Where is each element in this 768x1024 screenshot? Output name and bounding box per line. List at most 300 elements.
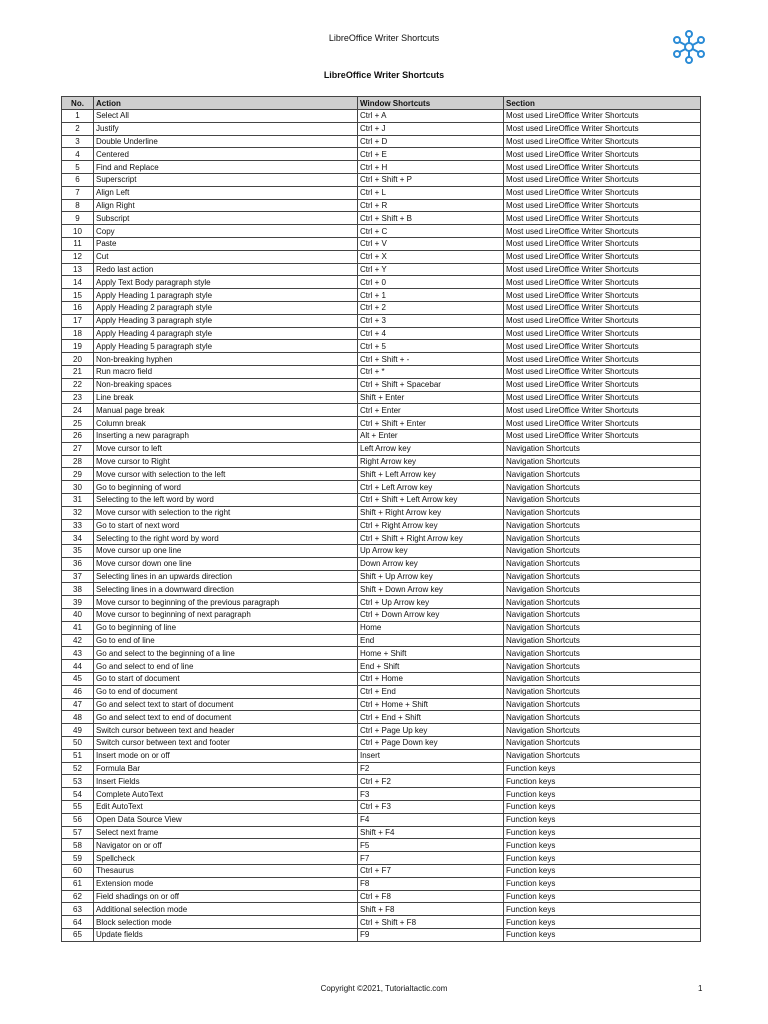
cell-section: Navigation Shortcuts (504, 737, 701, 750)
cell-action: Block selection mode (94, 916, 358, 929)
cell-no: 32 (62, 506, 94, 519)
cell-no: 62 (62, 890, 94, 903)
cell-no: 58 (62, 839, 94, 852)
cell-section: Navigation Shortcuts (504, 724, 701, 737)
cell-action: Align Left (94, 186, 358, 199)
cell-section: Most used LireOffice Writer Shortcuts (504, 289, 701, 302)
table-row (62, 250, 701, 263)
cell-section: Navigation Shortcuts (504, 660, 701, 673)
cell-shortcut: Ctrl + Right Arrow key (358, 519, 504, 532)
cell-shortcut: Ctrl + Home + Shift (358, 698, 504, 711)
cell-shortcut: Ctrl + Enter (358, 404, 504, 417)
cell-no: 45 (62, 673, 94, 686)
cell-action: Field shadings on or off (94, 890, 358, 903)
cell-section: Most used LireOffice Writer Shortcuts (504, 186, 701, 199)
cell-section: Function keys (504, 775, 701, 788)
cell-shortcut: F8 (358, 877, 504, 890)
cell-no: 19 (62, 340, 94, 353)
cell-action: Apply Heading 1 paragraph style (94, 289, 358, 302)
cell-no: 43 (62, 647, 94, 660)
cell-shortcut: Ctrl + 3 (358, 314, 504, 327)
cell-action: Find and Replace (94, 161, 358, 174)
table-row (62, 481, 701, 494)
cell-action: Copy (94, 225, 358, 238)
cell-shortcut: Ctrl + F2 (358, 775, 504, 788)
cell-no: 26 (62, 429, 94, 442)
cell-shortcut: Ctrl + Page Up key (358, 724, 504, 737)
cell-section: Navigation Shortcuts (504, 442, 701, 455)
table-row (62, 519, 701, 532)
cell-no: 15 (62, 289, 94, 302)
cell-shortcut: Ctrl + Shift + B (358, 212, 504, 225)
cell-section: Navigation Shortcuts (504, 557, 701, 570)
table-row (62, 161, 701, 174)
table-row (62, 442, 701, 455)
cell-no: 21 (62, 365, 94, 378)
page-header-title: LibreOffice Writer Shortcuts (328, 33, 440, 43)
cell-action: Go to end of document (94, 685, 358, 698)
cell-no: 37 (62, 570, 94, 583)
cell-section: Navigation Shortcuts (504, 545, 701, 558)
cell-action: Select next frame (94, 826, 358, 839)
cell-action: Go and select text to end of document (94, 711, 358, 724)
cell-no: 5 (62, 161, 94, 174)
table-row (62, 353, 701, 366)
cell-no: 3 (62, 135, 94, 148)
table-row (62, 788, 701, 801)
cell-section: Navigation Shortcuts (504, 711, 701, 724)
cell-no: 63 (62, 903, 94, 916)
table-row (62, 647, 701, 660)
cell-section: Most used LireOffice Writer Shortcuts (504, 250, 701, 263)
cell-no: 1 (62, 110, 94, 123)
cell-no: 61 (62, 877, 94, 890)
cell-no: 13 (62, 263, 94, 276)
cell-no: 27 (62, 442, 94, 455)
cell-section: Navigation Shortcuts (504, 583, 701, 596)
table-row (62, 673, 701, 686)
cell-no: 36 (62, 557, 94, 570)
table-row (62, 237, 701, 250)
cell-action: Justify (94, 122, 358, 135)
cell-no: 8 (62, 199, 94, 212)
cell-action: Move cursor with selection to the left (94, 468, 358, 481)
cell-action: Move cursor to beginning of the previous paragraph (94, 596, 358, 609)
cell-action: Inserting a new paragraph (94, 429, 358, 442)
cell-shortcut: Ctrl + Shift + - (358, 353, 504, 366)
cell-section: Navigation Shortcuts (504, 455, 701, 468)
cell-shortcut: Ctrl + Y (358, 263, 504, 276)
cell-section: Navigation Shortcuts (504, 609, 701, 622)
cell-section: Most used LireOffice Writer Shortcuts (504, 404, 701, 417)
table-row (62, 301, 701, 314)
cell-no: 48 (62, 711, 94, 724)
cell-shortcut: Insert (358, 749, 504, 762)
table-row (62, 839, 701, 852)
cell-shortcut: Shift + F8 (358, 903, 504, 916)
cell-section: Most used LireOffice Writer Shortcuts (504, 365, 701, 378)
cell-shortcut: Ctrl + 0 (358, 276, 504, 289)
cell-shortcut: Ctrl + C (358, 225, 504, 238)
cell-shortcut: Down Arrow key (358, 557, 504, 570)
cell-action: Apply Heading 3 paragraph style (94, 314, 358, 327)
cell-section: Navigation Shortcuts (504, 647, 701, 660)
table-row (62, 289, 701, 302)
cell-no: 34 (62, 532, 94, 545)
table-row (62, 506, 701, 519)
cell-shortcut: Shift + Down Arrow key (358, 583, 504, 596)
table-row (62, 583, 701, 596)
table-row (62, 775, 701, 788)
cell-action: Open Data Source View (94, 813, 358, 826)
cell-no: 56 (62, 813, 94, 826)
table-row (62, 545, 701, 558)
cell-action: Go to beginning of line (94, 621, 358, 634)
table-row (62, 570, 701, 583)
cell-section: Function keys (504, 865, 701, 878)
table-row (62, 929, 701, 942)
cell-no: 41 (62, 621, 94, 634)
cell-no: 7 (62, 186, 94, 199)
cell-shortcut: Ctrl + J (358, 122, 504, 135)
table-row (62, 852, 701, 865)
cell-action: Align Right (94, 199, 358, 212)
cell-no: 29 (62, 468, 94, 481)
cell-section: Function keys (504, 929, 701, 942)
cell-section: Most used LireOffice Writer Shortcuts (504, 417, 701, 430)
cell-shortcut: F5 (358, 839, 504, 852)
cell-section: Navigation Shortcuts (504, 570, 701, 583)
cell-section: Navigation Shortcuts (504, 481, 701, 494)
table-row (62, 455, 701, 468)
table-row (62, 365, 701, 378)
cell-no: 57 (62, 826, 94, 839)
cell-section: Most used LireOffice Writer Shortcuts (504, 110, 701, 123)
cell-action: Manual page break (94, 404, 358, 417)
cell-action: Go to beginning of word (94, 481, 358, 494)
cell-no: 24 (62, 404, 94, 417)
table-row (62, 762, 701, 775)
table-row (62, 711, 701, 724)
cell-shortcut: Shift + Left Arrow key (358, 468, 504, 481)
cell-no: 59 (62, 852, 94, 865)
table-header-row (62, 97, 701, 110)
table-row (62, 173, 701, 186)
cell-section: Navigation Shortcuts (504, 506, 701, 519)
cell-no: 44 (62, 660, 94, 673)
cell-action: Apply Heading 2 paragraph style (94, 301, 358, 314)
cell-action: Go to start of next word (94, 519, 358, 532)
cell-action: Move cursor to left (94, 442, 358, 455)
cell-section: Most used LireOffice Writer Shortcuts (504, 391, 701, 404)
cell-no: 39 (62, 596, 94, 609)
cell-section: Navigation Shortcuts (504, 698, 701, 711)
cell-action: Redo last action (94, 263, 358, 276)
cell-shortcut: Ctrl + Shift + P (358, 173, 504, 186)
cell-section: Function keys (504, 813, 701, 826)
cell-section: Navigation Shortcuts (504, 493, 701, 506)
cell-no: 28 (62, 455, 94, 468)
cell-shortcut: Ctrl + F3 (358, 801, 504, 814)
table-row (62, 634, 701, 647)
cell-no: 6 (62, 173, 94, 186)
cell-section: Most used LireOffice Writer Shortcuts (504, 314, 701, 327)
cell-no: 65 (62, 929, 94, 942)
cell-no: 14 (62, 276, 94, 289)
table-row (62, 135, 701, 148)
table-row (62, 122, 701, 135)
cell-action: Selecting lines in a downward direction (94, 583, 358, 596)
table-row (62, 724, 701, 737)
cell-shortcut: Ctrl + E (358, 148, 504, 161)
cell-action: Go and select to the beginning of a line (94, 647, 358, 660)
cell-shortcut: Ctrl + H (358, 161, 504, 174)
cell-no: 49 (62, 724, 94, 737)
cell-section: Navigation Shortcuts (504, 749, 701, 762)
cell-no: 12 (62, 250, 94, 263)
cell-section: Most used LireOffice Writer Shortcuts (504, 173, 701, 186)
cell-action: Selecting to the right word by word (94, 532, 358, 545)
column-header-no: No. (62, 97, 94, 110)
cell-shortcut: Ctrl + Down Arrow key (358, 609, 504, 622)
cell-no: 53 (62, 775, 94, 788)
cell-shortcut: Ctrl + End (358, 685, 504, 698)
cell-section: Navigation Shortcuts (504, 532, 701, 545)
table-row (62, 212, 701, 225)
cell-section: Most used LireOffice Writer Shortcuts (504, 225, 701, 238)
table-row (62, 826, 701, 839)
cell-section: Most used LireOffice Writer Shortcuts (504, 263, 701, 276)
cell-no: 31 (62, 493, 94, 506)
table-row (62, 596, 701, 609)
cell-shortcut: Ctrl + V (358, 237, 504, 250)
cell-no: 42 (62, 634, 94, 647)
cell-section: Most used LireOffice Writer Shortcuts (504, 148, 701, 161)
cell-section: Most used LireOffice Writer Shortcuts (504, 353, 701, 366)
shortcuts-table (61, 96, 701, 942)
cell-action: Go and select text to start of document (94, 698, 358, 711)
cell-shortcut: Ctrl + Shift + Enter (358, 417, 504, 430)
cell-shortcut: Right Arrow key (358, 455, 504, 468)
table-row (62, 417, 701, 430)
cell-no: 9 (62, 212, 94, 225)
cell-no: 30 (62, 481, 94, 494)
cell-shortcut: End + Shift (358, 660, 504, 673)
table-row (62, 186, 701, 199)
cell-no: 22 (62, 378, 94, 391)
cell-section: Most used LireOffice Writer Shortcuts (504, 301, 701, 314)
table-row (62, 493, 701, 506)
cell-shortcut: F3 (358, 788, 504, 801)
cell-section: Most used LireOffice Writer Shortcuts (504, 237, 701, 250)
document-title: LibreOffice Writer Shortcuts (323, 70, 445, 80)
table-row (62, 404, 701, 417)
cell-action: Centered (94, 148, 358, 161)
table-row (62, 877, 701, 890)
cell-shortcut: Home + Shift (358, 647, 504, 660)
cell-shortcut: Shift + Right Arrow key (358, 506, 504, 519)
cell-action: Cut (94, 250, 358, 263)
table-row (62, 429, 701, 442)
cell-action: Move cursor down one line (94, 557, 358, 570)
cell-no: 33 (62, 519, 94, 532)
cell-action: Go and select to end of line (94, 660, 358, 673)
table-row (62, 685, 701, 698)
cell-no: 55 (62, 801, 94, 814)
page-number: 1 (698, 984, 703, 993)
cell-shortcut: F9 (358, 929, 504, 942)
table-row (62, 903, 701, 916)
cell-action: Go to start of document (94, 673, 358, 686)
cell-action: Move cursor up one line (94, 545, 358, 558)
cell-no: 10 (62, 225, 94, 238)
footer-copyright: Copyright ©2021, Tutorialtactic.com (320, 984, 448, 993)
table-row (62, 340, 701, 353)
cell-shortcut: Ctrl + Up Arrow key (358, 596, 504, 609)
cell-action: Run macro field (94, 365, 358, 378)
cell-shortcut: Ctrl + L (358, 186, 504, 199)
cell-section: Navigation Shortcuts (504, 685, 701, 698)
cell-no: 40 (62, 609, 94, 622)
cell-no: 47 (62, 698, 94, 711)
cell-section: Function keys (504, 903, 701, 916)
cell-section: Most used LireOffice Writer Shortcuts (504, 199, 701, 212)
cell-section: Function keys (504, 762, 701, 775)
cell-action: Subscript (94, 212, 358, 225)
cell-no: 4 (62, 148, 94, 161)
cell-action: Additional selection mode (94, 903, 358, 916)
cell-shortcut: Ctrl + Page Down key (358, 737, 504, 750)
table-row (62, 749, 701, 762)
table-row (62, 327, 701, 340)
cell-shortcut: Ctrl + 1 (358, 289, 504, 302)
cell-section: Most used LireOffice Writer Shortcuts (504, 378, 701, 391)
cell-shortcut: End (358, 634, 504, 647)
cell-action: Move cursor to Right (94, 455, 358, 468)
cell-shortcut: Ctrl + * (358, 365, 504, 378)
cell-action: Selecting lines in an upwards direction (94, 570, 358, 583)
table-row (62, 391, 701, 404)
cell-action: Apply Heading 5 paragraph style (94, 340, 358, 353)
cell-no: 16 (62, 301, 94, 314)
cell-shortcut: Ctrl + A (358, 110, 504, 123)
cell-no: 60 (62, 865, 94, 878)
cell-action: Extension mode (94, 877, 358, 890)
cell-action: Go to end of line (94, 634, 358, 647)
cell-shortcut: Ctrl + Home (358, 673, 504, 686)
cell-action: Move cursor with selection to the right (94, 506, 358, 519)
cell-shortcut: Home (358, 621, 504, 634)
cell-action: Complete AutoText (94, 788, 358, 801)
cell-action: Move cursor to beginning of next paragraph (94, 609, 358, 622)
cell-no: 23 (62, 391, 94, 404)
cell-action: Non-breaking hyphen (94, 353, 358, 366)
cell-shortcut: Shift + Enter (358, 391, 504, 404)
table-row (62, 737, 701, 750)
cell-section: Navigation Shortcuts (504, 673, 701, 686)
table-row (62, 378, 701, 391)
table-row (62, 621, 701, 634)
cell-shortcut: F2 (358, 762, 504, 775)
cell-shortcut: Ctrl + 5 (358, 340, 504, 353)
cell-no: 18 (62, 327, 94, 340)
cell-action: Paste (94, 237, 358, 250)
column-header-window-shortcuts: Window Shortcuts (358, 97, 504, 110)
network-nodes-icon (672, 30, 706, 64)
cell-shortcut: Ctrl + Left Arrow key (358, 481, 504, 494)
cell-action: Insert Fields (94, 775, 358, 788)
cell-shortcut: Up Arrow key (358, 545, 504, 558)
cell-no: 17 (62, 314, 94, 327)
cell-no: 35 (62, 545, 94, 558)
cell-no: 54 (62, 788, 94, 801)
table-row (62, 813, 701, 826)
cell-shortcut: Ctrl + Shift + Right Arrow key (358, 532, 504, 545)
cell-section: Navigation Shortcuts (504, 519, 701, 532)
cell-shortcut: Ctrl + X (358, 250, 504, 263)
table-row (62, 468, 701, 481)
cell-action: Switch cursor between text and header (94, 724, 358, 737)
cell-section: Navigation Shortcuts (504, 596, 701, 609)
cell-no: 38 (62, 583, 94, 596)
cell-section: Most used LireOffice Writer Shortcuts (504, 327, 701, 340)
column-header-section: Section (504, 97, 701, 110)
table-body (62, 110, 701, 942)
cell-shortcut: Ctrl + End + Shift (358, 711, 504, 724)
cell-section: Function keys (504, 916, 701, 929)
cell-section: Most used LireOffice Writer Shortcuts (504, 135, 701, 148)
cell-section: Function keys (504, 852, 701, 865)
cell-no: 2 (62, 122, 94, 135)
cell-section: Most used LireOffice Writer Shortcuts (504, 340, 701, 353)
table-row (62, 532, 701, 545)
cell-no: 20 (62, 353, 94, 366)
cell-shortcut: Ctrl + 4 (358, 327, 504, 340)
cell-section: Most used LireOffice Writer Shortcuts (504, 429, 701, 442)
table-row (62, 314, 701, 327)
cell-no: 46 (62, 685, 94, 698)
cell-action: Column break (94, 417, 358, 430)
table-row (62, 225, 701, 238)
table-row (62, 199, 701, 212)
cell-shortcut: Ctrl + F8 (358, 890, 504, 903)
table-row (62, 698, 701, 711)
cell-action: Superscript (94, 173, 358, 186)
cell-action: Non-breaking spaces (94, 378, 358, 391)
cell-section: Function keys (504, 826, 701, 839)
cell-no: 52 (62, 762, 94, 775)
table-row (62, 660, 701, 673)
cell-section: Function keys (504, 890, 701, 903)
table-row (62, 916, 701, 929)
cell-section: Most used LireOffice Writer Shortcuts (504, 276, 701, 289)
cell-shortcut: Shift + F4 (358, 826, 504, 839)
cell-section: Most used LireOffice Writer Shortcuts (504, 122, 701, 135)
cell-shortcut: Ctrl + R (358, 199, 504, 212)
cell-action: Insert mode on or off (94, 749, 358, 762)
cell-section: Function keys (504, 788, 701, 801)
cell-action: Double Underline (94, 135, 358, 148)
cell-action: Thesaurus (94, 865, 358, 878)
table-row (62, 276, 701, 289)
table-row (62, 110, 701, 123)
cell-section: Most used LireOffice Writer Shortcuts (504, 212, 701, 225)
table-row (62, 865, 701, 878)
cell-shortcut: Left Arrow key (358, 442, 504, 455)
cell-shortcut: Ctrl + F7 (358, 865, 504, 878)
table-row (62, 890, 701, 903)
cell-no: 25 (62, 417, 94, 430)
